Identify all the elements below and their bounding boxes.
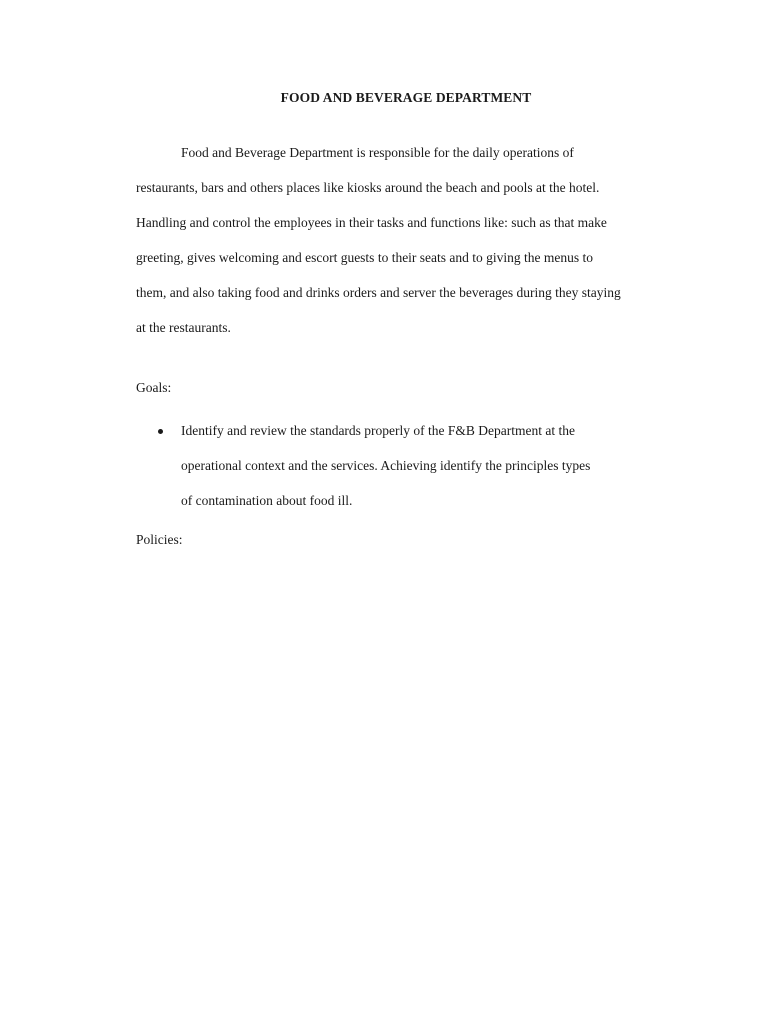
policies-heading: Policies: [136,532,183,547]
list-item-line: operational context and the services. Achieving identify the principles types [181,457,591,473]
goals-heading: Goals: [136,380,172,395]
paragraph-line: them, and also taking food and drinks orders and server the beverages during they staying [136,284,621,300]
document-title: FOOD AND BEVERAGE DEPARTMENT [280,90,532,105]
goals-list [136,414,696,519]
list-item-line: of contamination about food ill. [181,492,353,508]
list-item [136,414,696,519]
paragraph-line: greeting, gives welcoming and escort guests to their seats and to giving the menus to [136,249,594,265]
paragraph-line: restaurants, bars and others places like kiosks around the beach and pools at the hotel. [136,179,600,195]
paragraph-line: Food and Beverage Department is responsible for the daily operations of [181,145,574,160]
paragraph-line: Handling and control the employees in their tasks and functions like: such as that make [136,214,607,230]
paragraph-line: at the restaurants. [136,319,231,335]
intro-paragraph [136,136,696,345]
list-item-line: Identify and review the standards properly of the F&B Department at the [181,423,576,438]
bullet-icon [158,429,163,434]
